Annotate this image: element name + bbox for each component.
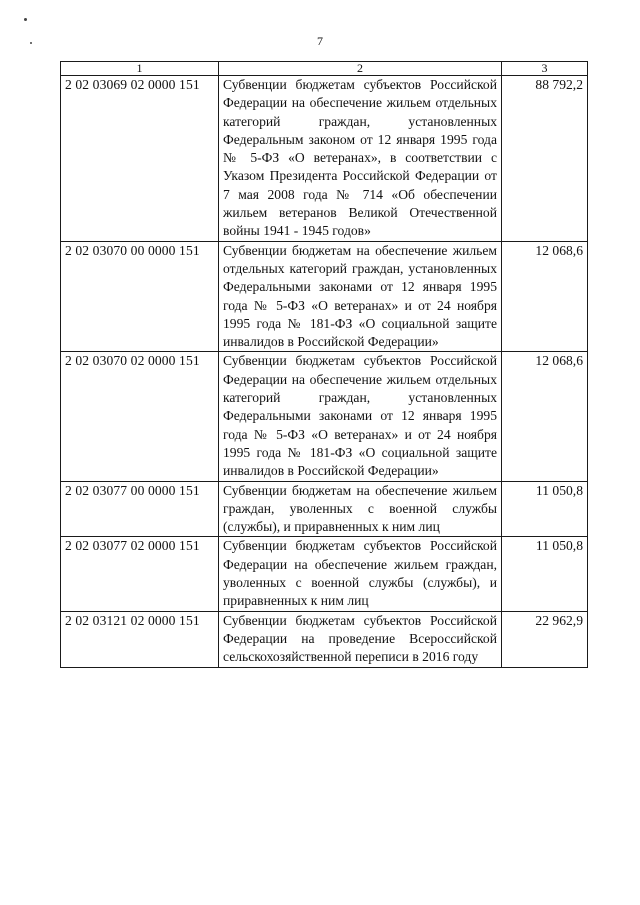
table-header-row <box>61 62 588 76</box>
description-cell: Субвенции бюджетам субъектов Российской Федерации на обеспечение жильем отдельных категорий граждан, установленных Федеральными законами от 12 января 1995 года № 5-ФЗ «О ветеранах» и от 24 ноября 1995 года № 181-ФЗ «О социальной защите инвалидов в Российской Федерации» <box>219 352 502 481</box>
scan-artifact-dot <box>24 18 27 21</box>
table-row <box>61 241 588 352</box>
description-cell: Субвенции бюджетам на обеспечение жильем граждан, уволенных с военной службы (службы), и приравненных к ним лиц <box>219 481 502 537</box>
table-row <box>61 76 588 242</box>
amount-cell: 11 050,8 <box>502 481 588 537</box>
table-row <box>61 481 588 537</box>
budget-code-cell: 2 02 03077 02 0000 151 <box>61 537 219 611</box>
column-header-code: 1 <box>61 62 219 76</box>
budget-code-cell: 2 02 03070 00 0000 151 <box>61 241 219 352</box>
budget-code-cell: 2 02 03069 02 0000 151 <box>61 76 219 242</box>
description-cell: Субвенции бюджетам субъектов Российской Федерации на обеспечение жильем отдельных категорий граждан, установленных Федеральным законом от 12 января 1995 года № 5-ФЗ «О ветеранах», в соответствии с Указом Президента Российской Федерации от 7 мая 2008 года № 714 «Об обеспечении жильем ветеранов Великой Отечественной войны 1941 - 1945 годов» <box>219 76 502 242</box>
amount-cell: 88 792,2 <box>502 76 588 242</box>
table-row <box>61 611 588 667</box>
budget-code-cell: 2 02 03077 00 0000 151 <box>61 481 219 537</box>
amount-cell: 11 050,8 <box>502 537 588 611</box>
amount-cell: 12 068,6 <box>502 241 588 352</box>
description-cell: Субвенции бюджетам субъектов Российской Федерации на проведение Всероссийской сельскохозяйственной переписи в 2016 году <box>219 611 502 667</box>
table-row <box>61 537 588 611</box>
budget-table <box>60 61 588 668</box>
description-cell: Субвенции бюджетам субъектов Российской Федерации на обеспечение жильем граждан, уволенных с военной службы (службы), и приравненных к ним лиц <box>219 537 502 611</box>
description-cell: Субвенции бюджетам на обеспечение жильем отдельных категорий граждан, установленных Федеральными законами от 12 января 1995 года № 5-ФЗ «О ветеранах» и от 24 ноября 1995 года № 181-ФЗ «О социальной защите инвалидов в Российской Федерации» <box>219 241 502 352</box>
column-header-amount: 3 <box>502 62 588 76</box>
table-row <box>61 352 588 481</box>
budget-code-cell: 2 02 03070 02 0000 151 <box>61 352 219 481</box>
budget-code-cell: 2 02 03121 02 0000 151 <box>61 611 219 667</box>
amount-cell: 22 962,9 <box>502 611 588 667</box>
column-header-description: 2 <box>219 62 502 76</box>
page-number: 7 <box>317 34 323 48</box>
amount-cell: 12 068,6 <box>502 352 588 481</box>
